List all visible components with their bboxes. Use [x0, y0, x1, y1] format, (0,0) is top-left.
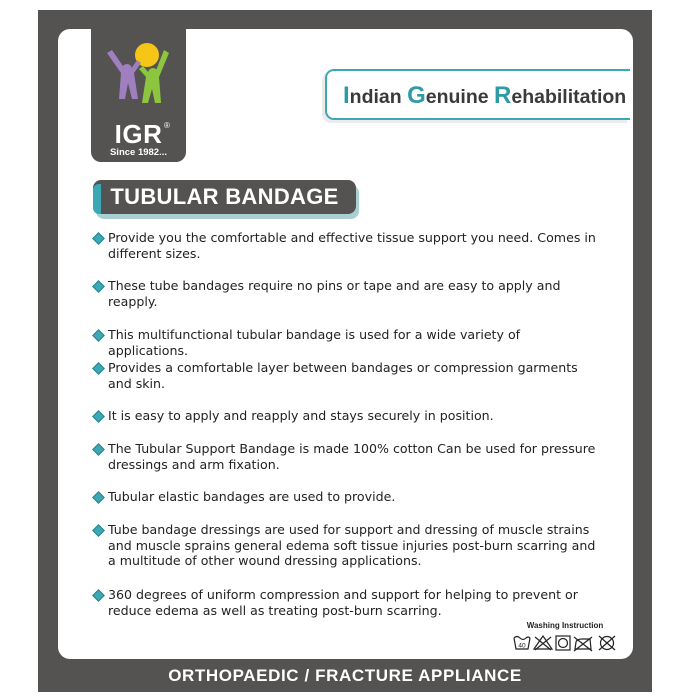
list-item-text: Tubular elastic bandages are used to provide. [108, 489, 396, 504]
no-bleach-icon [534, 636, 552, 650]
org-word-3-rest: ehabilitation [511, 86, 627, 108]
list-item-text: Provide you the comfortable and effective tissue support you need. Comes in different sizes. [108, 230, 596, 261]
org-word-3-initial: R [494, 82, 512, 109]
logo [91, 29, 186, 162]
footer-label: ORTHOPAEDIC / FRACTURE APPLIANCE [168, 666, 522, 685]
washing-instruction-label: Washing Instruction [526, 621, 604, 630]
org-word-1-initial: I [343, 82, 350, 109]
tumble-dry-icon [556, 636, 570, 650]
wash-40-icon [514, 637, 530, 650]
page-title: TUBULAR BANDAGE [110, 184, 339, 209]
washing-icons [512, 633, 620, 653]
heading-box [93, 180, 356, 214]
logo-name: IGR [114, 119, 163, 149]
registered-mark: ® [164, 121, 170, 130]
org-word-2-rest: enuine [425, 86, 489, 108]
list-item-text: 360 degrees of uniform compression and support for helping to prevent or reduce edema as well as treating post-burn scarring. [108, 587, 578, 618]
org-word-2-initial: G [407, 82, 426, 109]
organization-banner [325, 69, 630, 120]
organization-name [343, 82, 626, 110]
list-item-text: It is easy to apply and reapply and stays securely in position. [108, 408, 494, 423]
org-word-1-rest: ndian [349, 86, 402, 108]
list-item-text: Tube bandage dressings are used for support and dressing of muscle strains and muscle sprains general edema soft tissue injuries post-burn scarring and a multitude of other wound dressing applications. [108, 522, 596, 568]
people-celebrating-icon [103, 39, 175, 119]
no-dry-clean-icon [599, 636, 615, 650]
list-item-text: Provides a comfortable layer between bandages or compression garments and skin. [108, 360, 578, 391]
wash-temperature: 40 [518, 642, 526, 650]
heading-accent [93, 184, 101, 214]
list-item-text: This multifunctional tubular bandage is used for a wide variety of applications. [108, 327, 521, 358]
logo-since: Since 1982... [109, 147, 168, 158]
no-iron-icon [574, 637, 592, 651]
list-item-text: These tube bandages require no pins or tape and are easy to apply and reapply. [108, 278, 561, 309]
list-item-text: The Tubular Support Bandage is made 100% cotton Can be used for pressure dressings and arm fixation. [108, 441, 596, 472]
